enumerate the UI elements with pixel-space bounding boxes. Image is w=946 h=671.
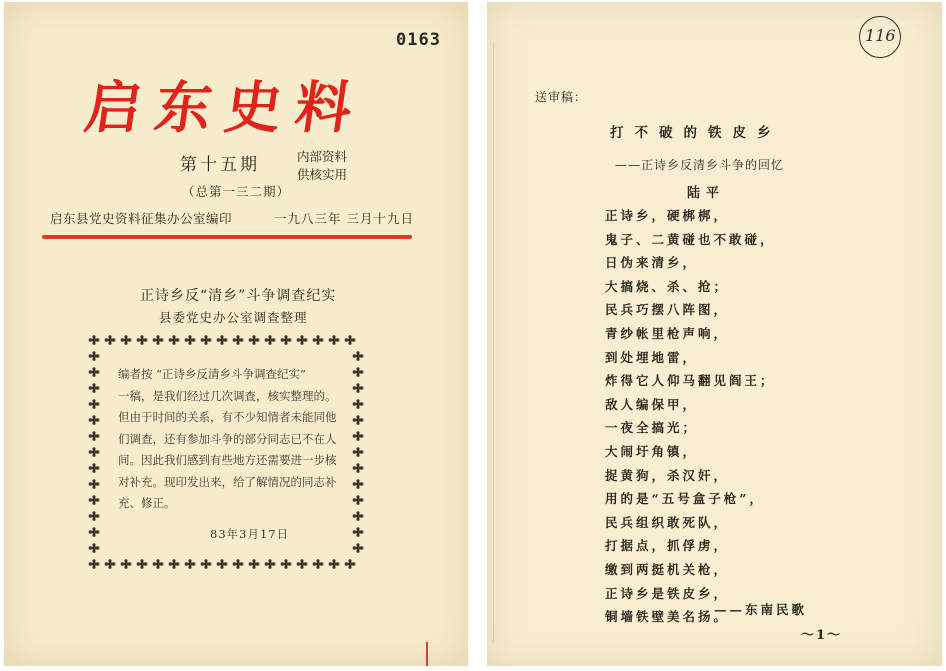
poem-line: 炸得它人仰马翻见阎王；: [605, 373, 776, 389]
page-footer: ～1～: [801, 628, 843, 643]
border-flower: [89, 479, 100, 489]
border-flower: [353, 527, 364, 537]
poem-line: 鬼子、二黄碰也不敢碰，: [605, 231, 776, 247]
poem-line: 大搞烧、杀、抢；: [605, 278, 730, 294]
border-flower: [249, 335, 260, 345]
editor-office: 启东县党史资料征集办公室编印: [50, 211, 233, 226]
border-flower: [353, 351, 364, 361]
border-flower: [329, 559, 340, 569]
border-flower: [169, 559, 180, 569]
border-flower: [217, 559, 228, 569]
border-flower: [297, 559, 308, 569]
border-flower: [89, 399, 100, 409]
border-flower: [89, 415, 100, 425]
internal-line-2: 供核实用: [297, 167, 348, 182]
border-flower: [265, 335, 276, 345]
article-subtitle: 县委党史办公室调查整理: [159, 310, 308, 325]
border-flower: [89, 367, 100, 377]
border-flower: [89, 495, 100, 505]
border-flower: [89, 447, 100, 457]
note-date: 83年3月17日: [210, 527, 290, 541]
note-line: 一稿，是我们经过几次调查，核实整理的。: [118, 388, 337, 403]
border-flower: [185, 559, 196, 569]
poem-line: 正诗乡是铁皮乡，: [605, 585, 730, 601]
border-flower: [185, 335, 196, 345]
note-line: 对补充。现印发出来，给了解情况的同志补: [118, 474, 337, 489]
masthead-title: 启东史料: [80, 75, 371, 141]
border-flower: [329, 335, 340, 345]
border-flower: [121, 559, 132, 569]
border-flower: [89, 511, 100, 521]
border-flower: [265, 559, 276, 569]
border-flower: [137, 335, 148, 345]
note-line: 编者按 “正诗乡反清乡斗争调查纪实”: [118, 367, 306, 381]
poem-title: 打不破的铁皮乡: [610, 125, 782, 141]
note-line: 充、修正。: [118, 496, 176, 510]
total-issue: （总第一三二期）: [182, 184, 291, 199]
border-flower: [169, 335, 180, 345]
note-line: 间。因此我们感到有些地方还需要进一步核: [118, 453, 337, 467]
note-line: 但由于时间的关系，有不少知情者未能同他: [118, 410, 337, 424]
border-flower: [153, 559, 164, 569]
right-document-page: [487, 2, 942, 666]
border-flower: [281, 335, 292, 345]
border-flower: [353, 543, 364, 553]
border-flower: [297, 335, 308, 345]
border-flower: [201, 335, 212, 345]
border-flower: [89, 383, 100, 393]
border-flower: [89, 463, 100, 473]
border-flower: [153, 335, 164, 345]
border-flower: [89, 543, 100, 553]
border-flower: [89, 527, 100, 537]
poem-line: 民兵巧摆八阵图，: [605, 302, 730, 318]
ink-stain: [426, 642, 428, 666]
note-line: 们调查，还有参加斗争的部分同志已不在人: [118, 431, 337, 446]
poem-line: 用的是“五号盒子枪”，: [605, 491, 765, 507]
border-flower: [217, 335, 228, 345]
border-flower: [233, 559, 244, 569]
poem-line: 民兵组织敢死队，: [605, 514, 730, 530]
page-number: 116: [865, 26, 896, 45]
poem-author: 陆平: [687, 186, 726, 201]
border-flower: [345, 559, 356, 569]
red-divider: [42, 235, 412, 239]
poem-lines: [605, 206, 776, 631]
submission-label: 送审稿：: [535, 90, 588, 104]
border-flower: [201, 559, 212, 569]
internal-line-1: 内部资料: [297, 149, 348, 164]
poem-line: 正诗乡，硬梆梆，: [605, 208, 730, 223]
poem-line: 打据点，抓俘虏，: [605, 538, 730, 554]
article-title: 正诗乡反“清乡”斗争调查纪实: [140, 288, 337, 304]
border-flower: [281, 559, 292, 569]
poem-line: 敌人编保甲，: [605, 396, 699, 412]
border-flower: [233, 335, 244, 345]
poem-line: 到处埋地雷，: [605, 349, 699, 365]
poem-line: 大闹圩角镇，: [605, 443, 699, 459]
internal-stamp: [297, 148, 347, 184]
border-flower: [89, 431, 100, 441]
border-flower: [89, 351, 100, 361]
poem-line: 一夜全搞光；: [605, 420, 699, 436]
poem-line: 日伪来清乡，: [605, 255, 699, 271]
serial-number: 0163: [396, 30, 441, 50]
poem-line: 捉黄狗，杀汉奸，: [605, 467, 730, 483]
border-flower: [249, 559, 260, 569]
poem-line: 青纱帐里枪声响，: [605, 325, 730, 341]
border-flower: [105, 335, 116, 345]
poem-line: 铜墙铁壁美名扬。: [605, 609, 730, 625]
poem-subtitle: ——正诗乡反清乡斗争的回忆: [615, 158, 785, 172]
border-flower: [313, 559, 324, 569]
border-flower: [313, 335, 324, 345]
border-flower: [121, 335, 132, 345]
border-flower: [105, 559, 116, 569]
border-flower: [345, 335, 356, 345]
border-flower: [89, 335, 100, 345]
border-flower: [137, 559, 148, 569]
editor-note: [118, 364, 358, 515]
border-flower: [89, 559, 100, 569]
publish-date: 一九八三年 三月十九日: [274, 211, 414, 226]
left-document-page: [4, 2, 468, 666]
poem-source: ——东南民歌: [714, 602, 808, 617]
issue-number: 第十五期: [180, 155, 260, 175]
paper-fold: [493, 42, 494, 642]
poem-line: 缴到两挺机关枪，: [605, 561, 730, 577]
